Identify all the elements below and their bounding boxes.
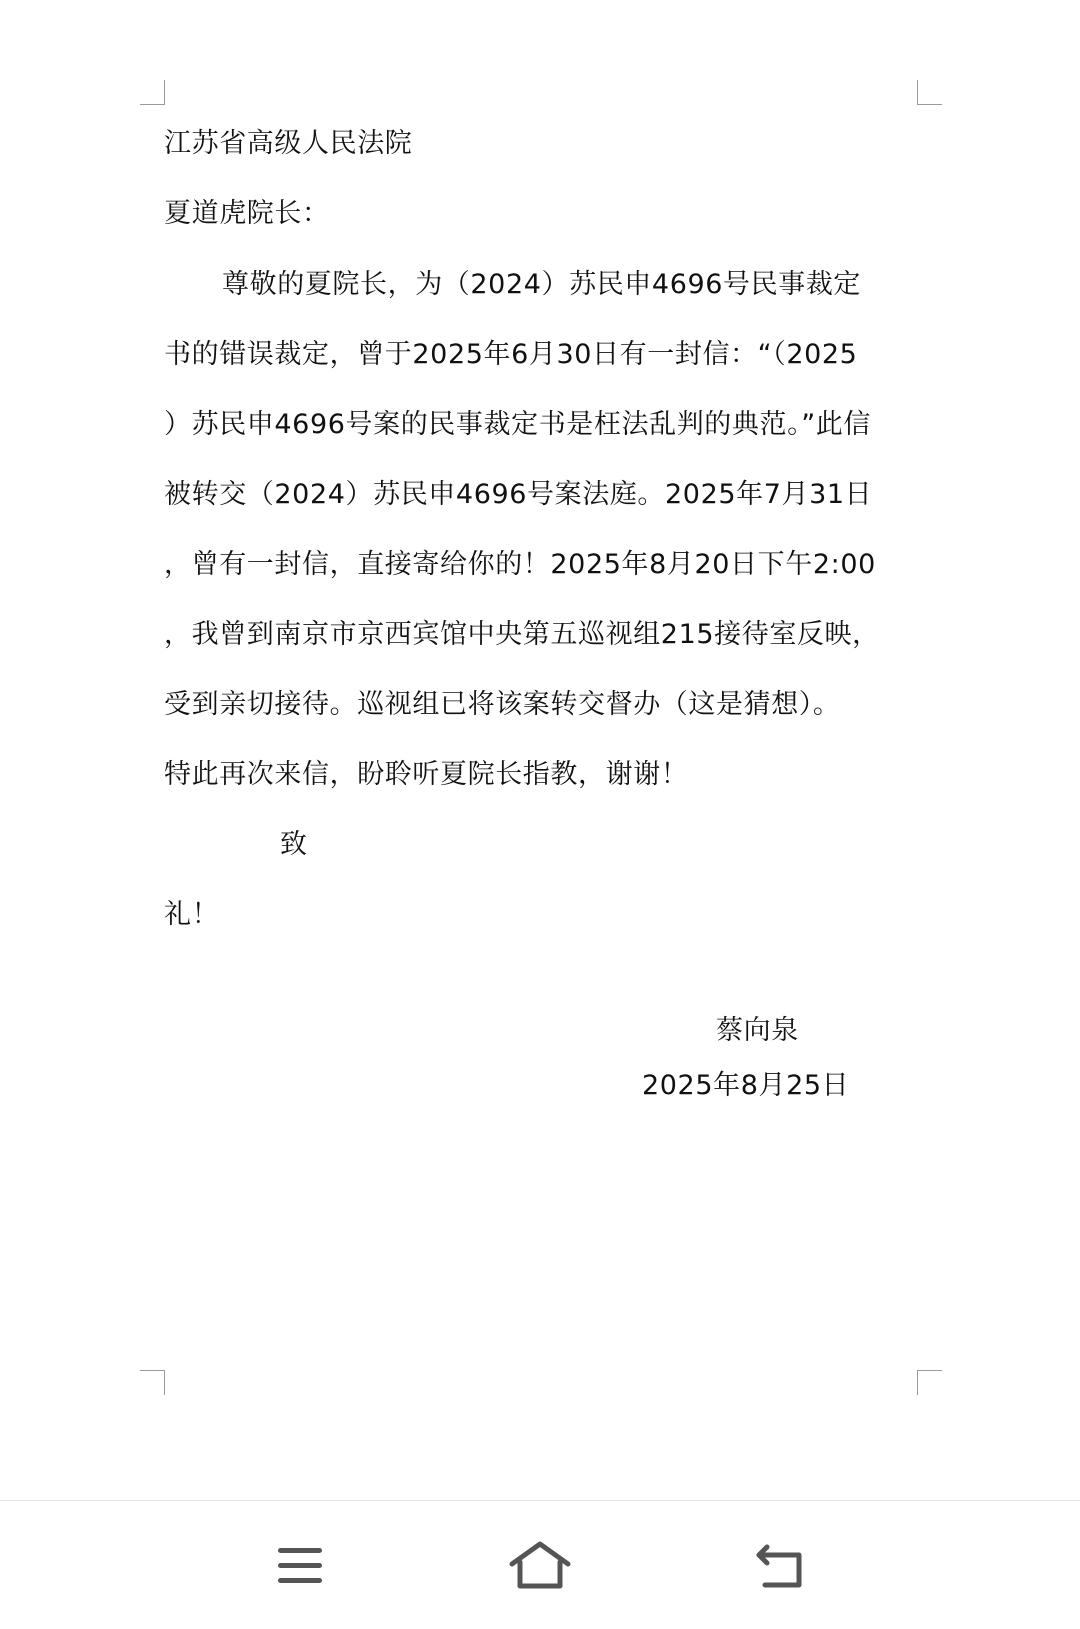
home-button[interactable] bbox=[505, 1531, 575, 1601]
closing-salute: 礼！ bbox=[164, 899, 220, 930]
body-line-8: 特此再次来信，盼聆听夏院长指教，谢谢！ bbox=[164, 759, 689, 790]
back-button[interactable] bbox=[745, 1531, 815, 1601]
recipient-org: 江苏省高级人民法院 bbox=[164, 128, 413, 159]
recipient-name: 夏道虎院长： bbox=[164, 198, 330, 229]
body-line-5: ，曾有一封信，直接寄给你的！2025年8月20日下午2:00 bbox=[164, 549, 876, 580]
body-line-4: 被转交（2024）苏民申4696号案法庭。2025年7月31日 bbox=[164, 479, 873, 510]
back-icon bbox=[751, 1541, 809, 1591]
page-corner-mark-top-right bbox=[917, 80, 942, 105]
home-icon bbox=[508, 1540, 572, 1592]
body-line-6: ，我曾到南京市京西宾馆中央第五巡视组215接待室反映， bbox=[164, 619, 880, 650]
page-corner-mark-bottom-right bbox=[917, 1370, 942, 1395]
letter-date: 2025年8月25日 bbox=[642, 1070, 850, 1101]
body-line-3: ）苏民申4696号案的民事裁定书是枉法乱判的典范。”此信 bbox=[164, 409, 871, 440]
closing-greeting: 致 bbox=[280, 829, 308, 860]
page-corner-mark-top-left bbox=[140, 80, 165, 105]
system-navigation-bar bbox=[0, 1500, 1080, 1629]
body-line-7: 受到亲切接待。巡视组已将该案转交督办（这是猜想）。 bbox=[164, 689, 841, 720]
page-corner-mark-bottom-left bbox=[140, 1370, 165, 1395]
body-line-2: 书的错误裁定，曾于2025年6月30日有一封信：“（2025 bbox=[164, 339, 858, 370]
menu-button[interactable] bbox=[265, 1531, 335, 1601]
menu-icon bbox=[275, 1544, 325, 1588]
signature: 蔡向泉 bbox=[716, 1015, 799, 1046]
body-line-1: 尊敬的夏院长，为（2024）苏民申4696号民事裁定 bbox=[222, 269, 862, 300]
